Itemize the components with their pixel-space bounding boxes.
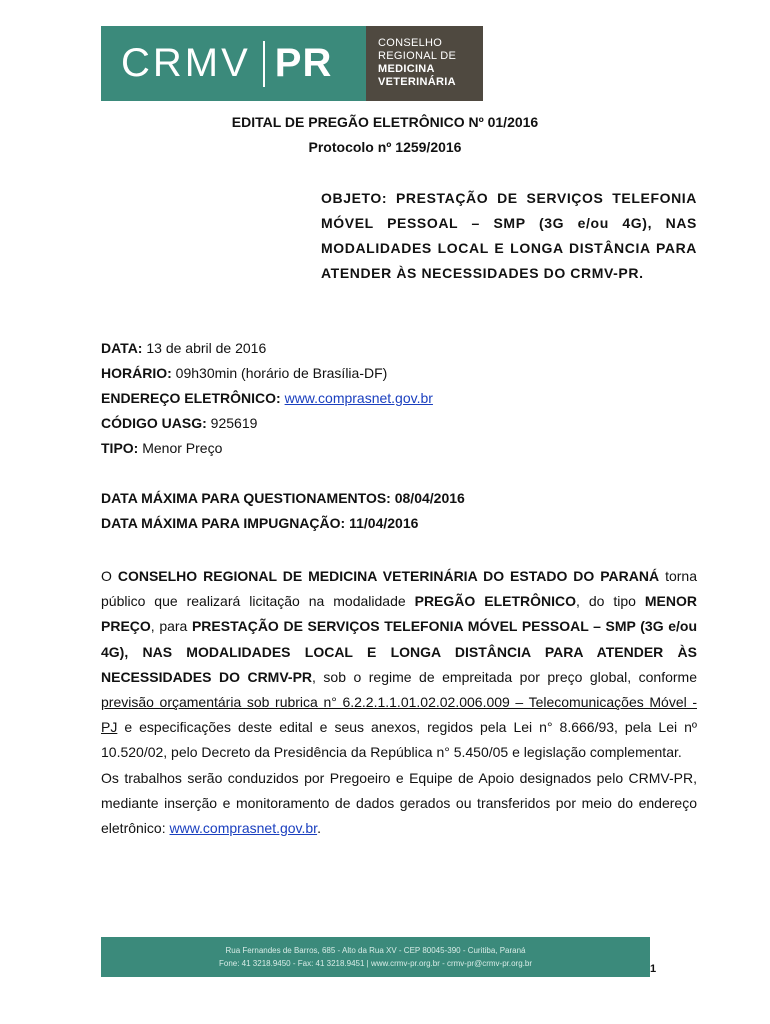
protocol-number: Protocolo nº 1259/2016 [308, 139, 462, 155]
endereco-link[interactable]: www.comprasnet.gov.br [284, 390, 433, 406]
p1-text-2: torna público que realizará licitação na modalidade [101, 568, 697, 610]
paragraph-1 [101, 564, 697, 766]
data-value: 13 de abril de 2016 [142, 340, 267, 356]
codigo-value: 925619 [206, 415, 258, 431]
data-label: DATA: [101, 340, 143, 356]
paragraph-2 [101, 766, 697, 842]
horario-label: HORÁRIO: [101, 365, 172, 381]
meta-codigo [101, 415, 257, 431]
footer-bar [101, 937, 650, 977]
p1-text-3: , do tipo [576, 593, 645, 610]
p1-bold-4: PRESTAÇÃO DE SERVIÇOS TELEFONIA MÓVEL PESSOAL – SMP (3G e/ou 4G), NAS MODALIDADES LOCAL E LONGA DISTÂNCIA PARA ATENDER ÀS NECESSIDADES DO CRMV-PR [101, 618, 697, 685]
p1-bold-2: PREGÃO ELETRÔNICO [414, 593, 577, 610]
p2-comprasnet-link[interactable]: www.comprasnet.gov.br [169, 820, 318, 837]
tipo-label: TIPO: [101, 440, 139, 456]
logo-brown-block [366, 26, 483, 101]
p2-text-2: . [317, 820, 321, 837]
p1-text-1: O [101, 568, 118, 584]
p1-underlined-rubrica: previsão orçamentária sob rubrica n° 6.2.2.1.1.01.02.02.006.009 – Telecomunicações Móvel - PJ [101, 694, 697, 736]
logo-line-3: MEDICINA [378, 63, 435, 75]
deadline-questionamentos: DATA MÁXIMA PARA QUESTIONAMENTOS: 08/04/2016 [101, 490, 465, 506]
meta-endereco [101, 390, 433, 406]
p2-text-1: Os trabalhos serão conduzidos por Pregoeiro e Equipe de Apoio designados pelo CRMV-PR, mediante inserção e monitoramento de dados gerados ou transferidos por meio do endereço eletrônico: [101, 769, 697, 837]
p1-text-6: e especificações deste edital e seus anexos, regidos pela Lei n° 8.666/93, pela Lei nº 10.520/02, pelo Decreto da Presidência da República n° 5.450/05 e legislação complementar. [101, 719, 697, 761]
footer-contact: Fone: 41 3218.9450 - Fax: 41 3218.9451 | www.crmv-pr.org.br - crmv-pr@crmv-pr.org.br [219, 959, 532, 968]
logo-green-block [101, 26, 366, 101]
logo-pr-text: PR [274, 41, 333, 85]
p1-bold-3: MENOR PREÇO [101, 593, 697, 635]
endereco-label: ENDEREÇO ELETRÔNICO: [101, 390, 281, 406]
logo-line-4: VETERINÁRIA [378, 76, 456, 88]
deadline-impugnacao: DATA MÁXIMA PARA IMPUGNAÇÃO: 11/04/2016 [101, 515, 419, 531]
objeto-block: OBJETO: PRESTAÇÃO DE SERVIÇOS TELEFONIA MÓVEL PESSOAL – SMP (3G e/ou 4G), NAS MODALIDADES LOCAL E LONGA DISTÂNCIA PARA ATENDER ÀS NECESSIDADES DO CRMV-PR. [321, 190, 697, 281]
meta-data [101, 340, 266, 356]
p1-bold-1: CONSELHO REGIONAL DE MEDICINA VETERINÁRIA DO ESTADO DO PARANÁ [117, 568, 660, 584]
meta-horario [101, 365, 387, 381]
page-number: 1 [650, 963, 657, 975]
crmv-pr-logo [101, 26, 483, 101]
codigo-label: CÓDIGO UASG: [101, 415, 207, 431]
meta-tipo [101, 440, 222, 456]
tipo-value: Menor Preço [138, 440, 223, 456]
logo-divider [263, 41, 265, 87]
horario-value: 09h30min (horário de Brasília-DF) [171, 365, 388, 381]
logo-line-1: CONSELHO [378, 37, 443, 49]
document-title: EDITAL DE PREGÃO ELETRÔNICO Nº 01/2016 [231, 114, 539, 130]
body-text [101, 564, 697, 841]
p1-text-5: , sob o regime de empreitada por preço global, conforme [312, 668, 698, 685]
logo-crmv-text: CRMV [121, 41, 251, 85]
logo-line-2: REGIONAL DE [378, 50, 457, 62]
p1-text-4: , para [150, 618, 192, 635]
footer-address: Rua Fernandes de Barros, 685 - Alto da Rua XV - CEP 80045-390 - Curitiba, Paraná [225, 946, 526, 955]
